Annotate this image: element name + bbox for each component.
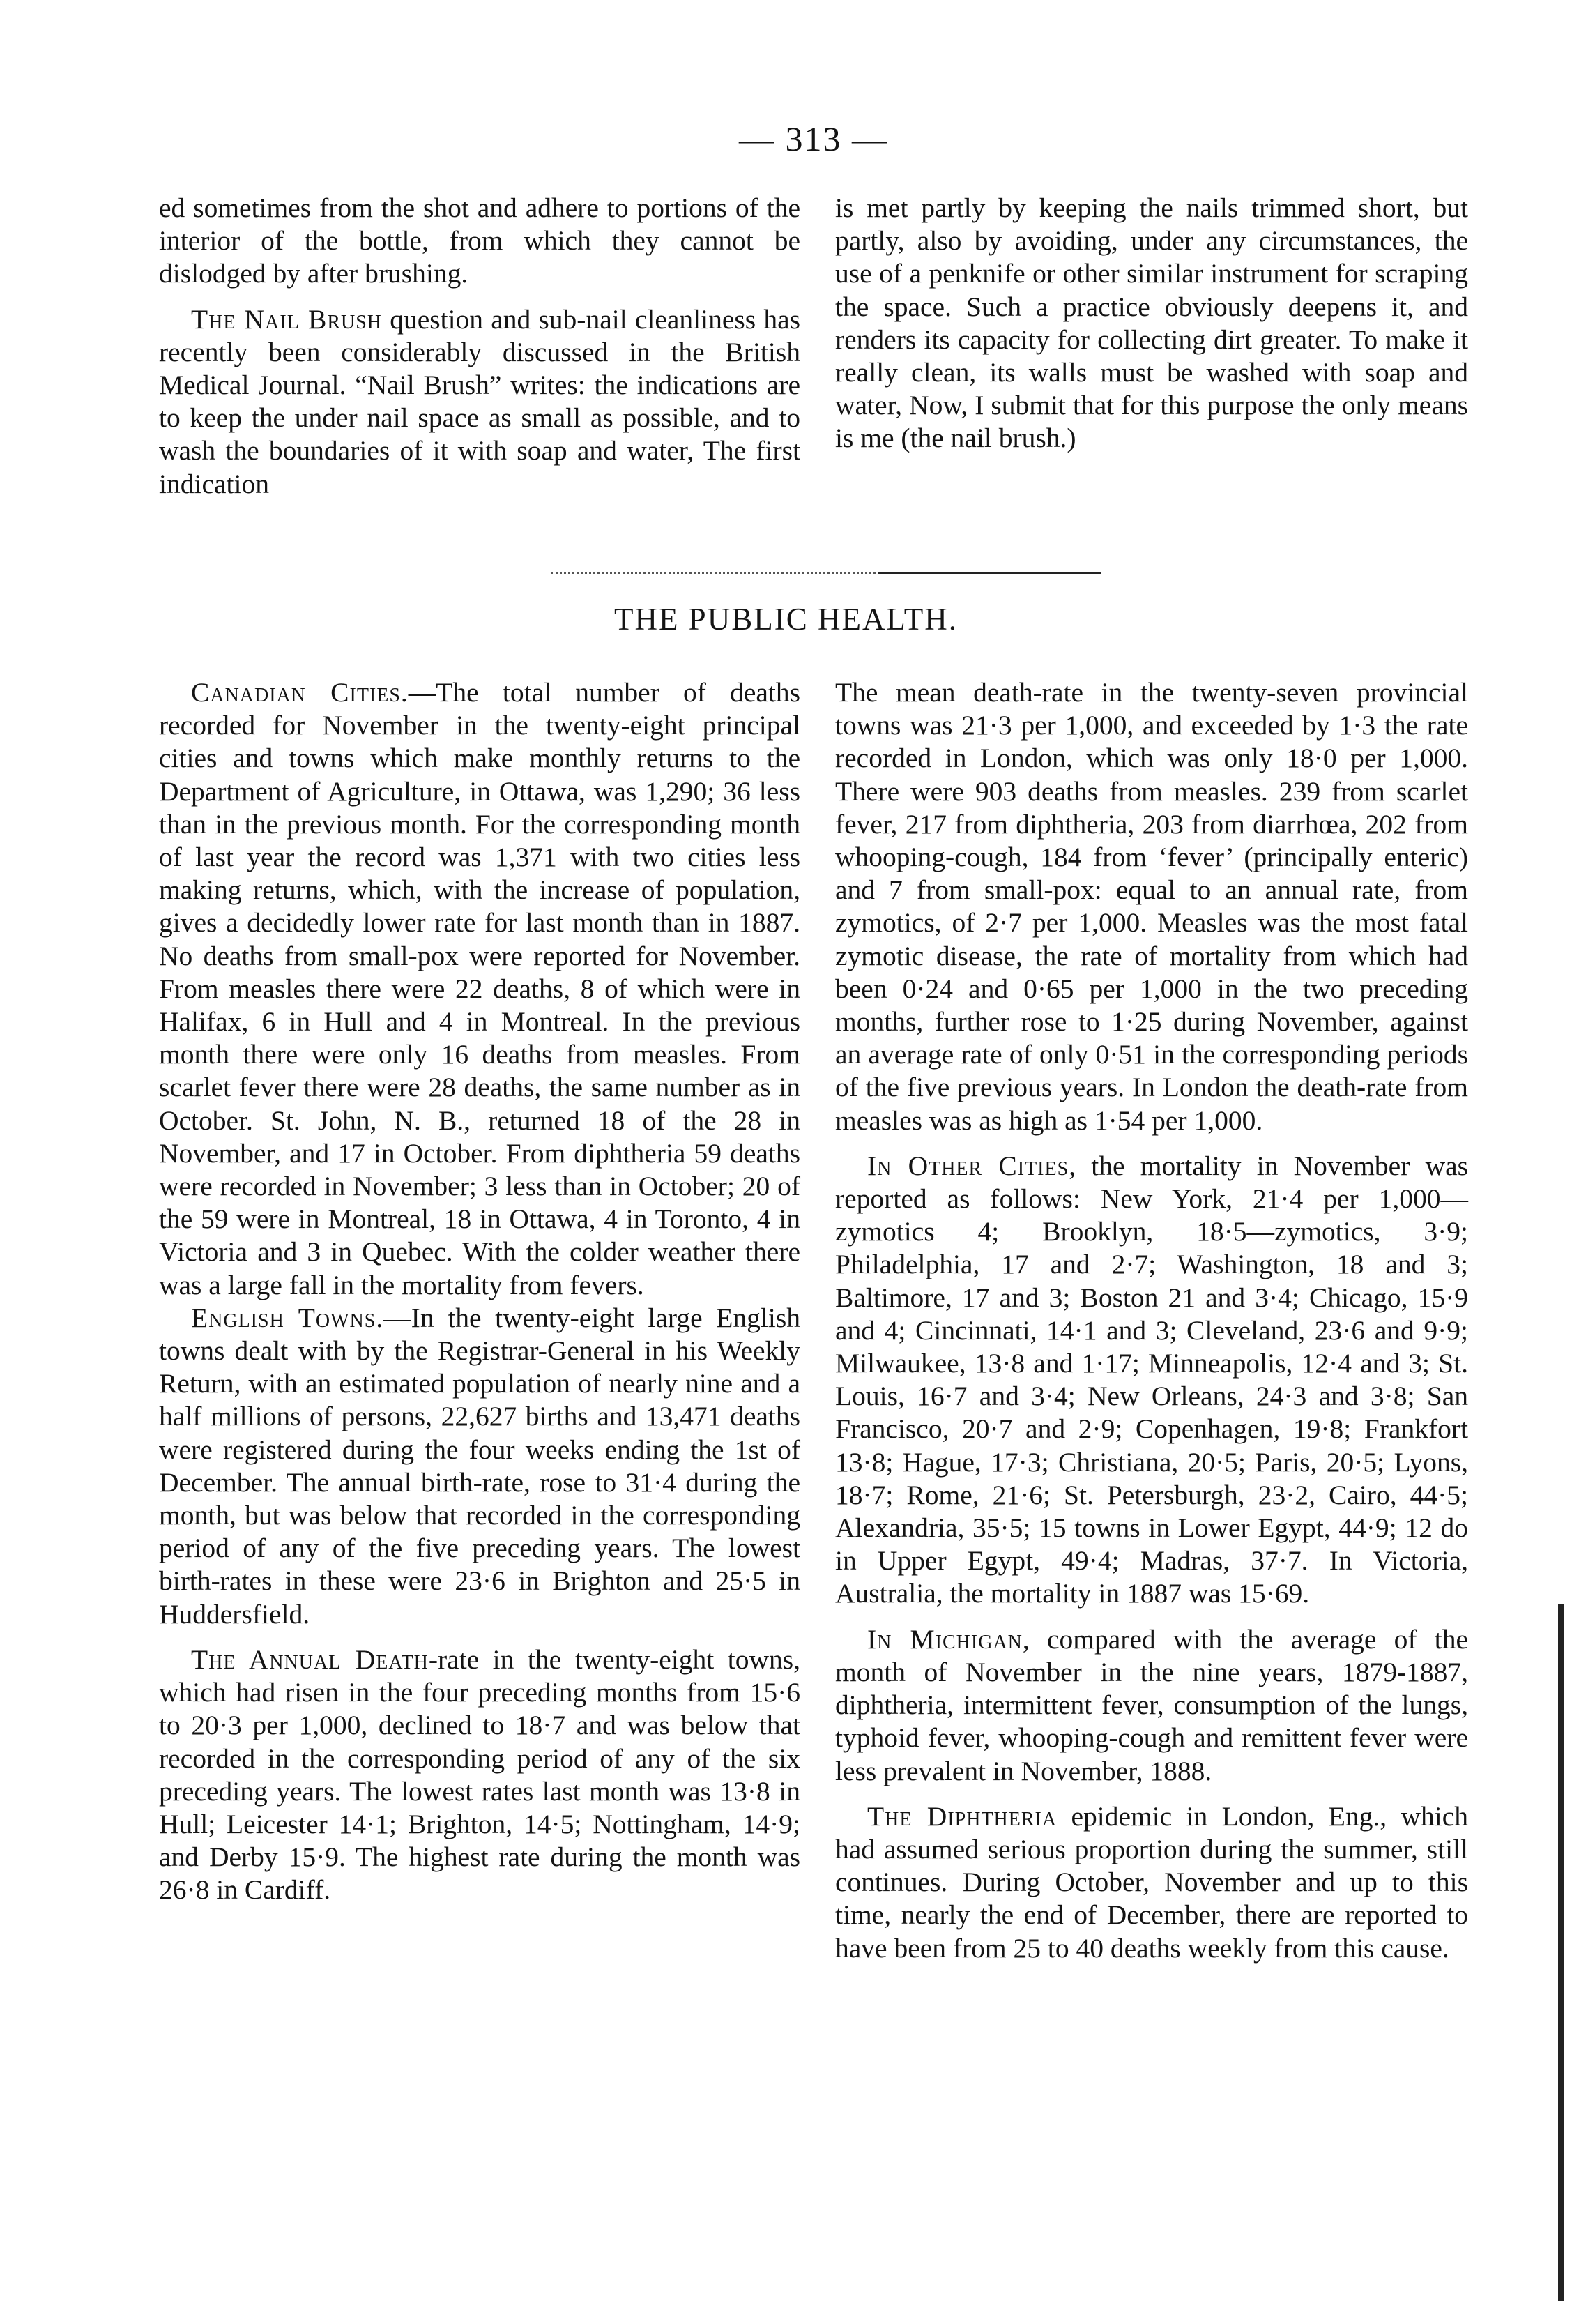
nail-brush-heading: The Nail Brush bbox=[191, 303, 383, 335]
canadian-cities-text: —The total number of deaths recorded for November in the twenty-eight principal cities and towns which make monthly returns to the Department of Agriculture, in Ottawa, was 1,290; 36 less than in the previous month. For the corresponding month of last year the record was 1,371 with two cities less making returns, which, with the increase of population, gives a decidedly lower rate for last month than in 1887. No deaths from small-pox were reported for November. From measles there were 22 deaths, 8 of which were in Halifax, 6 in Hull and 4 in Montreal. In the previous month there were only 16 deaths from measles. From scarlet fever there were 28 deaths, the same number as in October. St. John, N. B., returned 18 of the 28 in November, and 17 in October. From diphtheria 59 deaths were recorded in November; 3 less than in October; 20 of the 59 were in Montreal, 18 in Ottawa, 4 in Toronto, 4 in Victoria and 3 in Quebec. With the colder weather there was a large fall in the mortality from fevers. bbox=[159, 677, 800, 1300]
nail-brush-paragraph bbox=[159, 303, 800, 501]
top-left-column bbox=[159, 192, 800, 501]
bottle-continuation-paragraph: ed sometimes from the shot and adhere to portions of the interior of the bottle, from which they cannot be dislodged by after brushing. bbox=[159, 192, 800, 289]
scan-edge-shadow bbox=[1558, 1604, 1564, 2301]
michigan-text: , compared with the average of the month of November in the nine years, 1879-1887, diphtheria, intermittent fever, consumption of the lungs, typhoid fever, whooping-cough and remittent fever were less prevalent in November, 1888. bbox=[835, 1623, 1468, 1786]
diphtheria-heading: The Diphtheria bbox=[867, 1800, 1058, 1832]
right-column bbox=[835, 676, 1468, 1965]
canadian-cities-paragraph bbox=[159, 676, 800, 1302]
other-cities-heading: In Other Cities bbox=[867, 1150, 1069, 1181]
section-divider bbox=[551, 572, 1101, 574]
annual-death-rate-text: -rate in the twenty-eight towns, which had risen in the four preceding months from 15·6 to 20·3 per 1,000, declined to 18·7 and was below that recorded in the corresponding period of any of the six preceding years. The lowest rates last month was 13·8 in Hull; Leicester 14·1; Brighton, 14·5; Nottingham, 14·9; and Derby 15·9. The highest rate during the month was 26·8 in Cardiff. bbox=[159, 1643, 801, 1906]
annual-death-rate-paragraph bbox=[159, 1643, 800, 1907]
canadian-cities-heading: Canadian Cities. bbox=[191, 677, 409, 708]
english-towns-heading: English Towns. bbox=[191, 1302, 384, 1333]
top-right-column bbox=[835, 192, 1468, 455]
english-towns-text: —In the twenty-eight large English towns dealt with by the Registrar-General in his Weekly Return, with an estimated population of nearly nine and a half millions of persons, 22,627 births and 13,471 deaths were registered during the four weeks ending the 1st of December. The annual birth-rate, rose to 31·4 during the month, but was below that recorded in the corresponding period of any of the five preceding years. The lowest birth-rates in these were 23·6 in Brighton and 25·5 in Huddersfield. bbox=[159, 1302, 800, 1630]
annual-death-rate-heading: The Annual Death bbox=[191, 1643, 429, 1675]
english-towns-paragraph bbox=[159, 1302, 800, 1631]
michigan-heading: In Michigan bbox=[867, 1623, 1023, 1655]
other-cities-text: , the mortality in November was reported as follows: New York, 21·4 per 1,000—zymotics 4; Brooklyn, 18·5—zymotics, 3·9; Philadelphia, 17 and 2·7; Washington, 18 and 3; Baltimore, 17 and 3; Boston 21 and 3·4; Chicago, 15·9 and 4; Cincinnati, 14·1 and 3; Cleveland, 23·6 and 9·9; Milwaukee, 13·8 and 1·17; Minneapolis, 12·4 and 3; St. Louis, 16·7 and 3·4; New Orleans, 24·3 and 3·8; San Francisco, 20·7 and 2·9; Copenhagen, 19·8; Frankfort 13·8; Hague, 17·3; Christiana, 20·5; Paris, 20·5; Lyons, 18·7; Rome, 21·6; St. Petersburgh, 23·2, Cairo, 44·5; Alexandria, 35·5; 15 towns in Lower Egypt, 44·9; 12 do in Upper Egypt, 49·4; Madras, 37·7. In Victoria, Australia, the mortality in 1887 was 15·69. bbox=[835, 1150, 1469, 1609]
nail-brush-continuation-paragraph: is met partly by keeping the nails trimmed short, but partly, also by avoiding, under any circumstances, the use of a penknife or other similar instrument for scraping the space. Such a practice obviously deepens it, and renders its capacity for collecting dirt greater. To make it really clean, its walls must be washed with soap and water, Now, I submit that for this purpose the only means is me (the nail brush.) bbox=[835, 192, 1468, 454]
page-number: — 313 — bbox=[739, 119, 888, 158]
other-cities-paragraph bbox=[835, 1150, 1468, 1611]
michigan-paragraph bbox=[835, 1623, 1468, 1788]
diphtheria-text: epidemic in London, Eng., which had assumed serious proportion during the summer, still continues. During October, November and up to this time, nearly the end of December, there are reported to have been from 25 to 40 deaths weekly from this cause. bbox=[835, 1800, 1468, 1964]
diphtheria-paragraph bbox=[835, 1800, 1468, 1965]
section-title: THE PUBLIC HEALTH. bbox=[613, 602, 959, 637]
provincial-towns-paragraph: The mean death-rate in the twenty-seven provincial towns was 21·3 per 1,000, and exceeded by 1·3 the rate recorded in London, which was only 18·0 per 1,000. There were 903 deaths from measles. 239 from scarlet fever, 217 from diphtheria, 203 from diarrhœa, 202 from whooping-cough, 184 from ‘fever’ (principally enteric) and 7 from small-pox: equal to an annual rate, from zymotics, of 2·7 per 1,000. Measles was the most fatal zymotic disease, the rate of mortality from which had been 0·24 and 0·65 per 1,000 in the two preceding months, further rose to 1·25 during November, against an average rate of only 0·51 in the corresponding periods of the five previous years. In London the death-rate from measles was as high as 1·54 per 1,000. bbox=[835, 677, 1468, 1136]
left-column bbox=[159, 676, 800, 1907]
nail-brush-text: question and sub-nail cleanliness has recently been considerably discussed in the British Medical Journal. “Nail Brush” writes: the indications are to keep the under nail space as small as possible, and to wash the boundaries of it with soap and water, The first indication bbox=[159, 303, 800, 499]
